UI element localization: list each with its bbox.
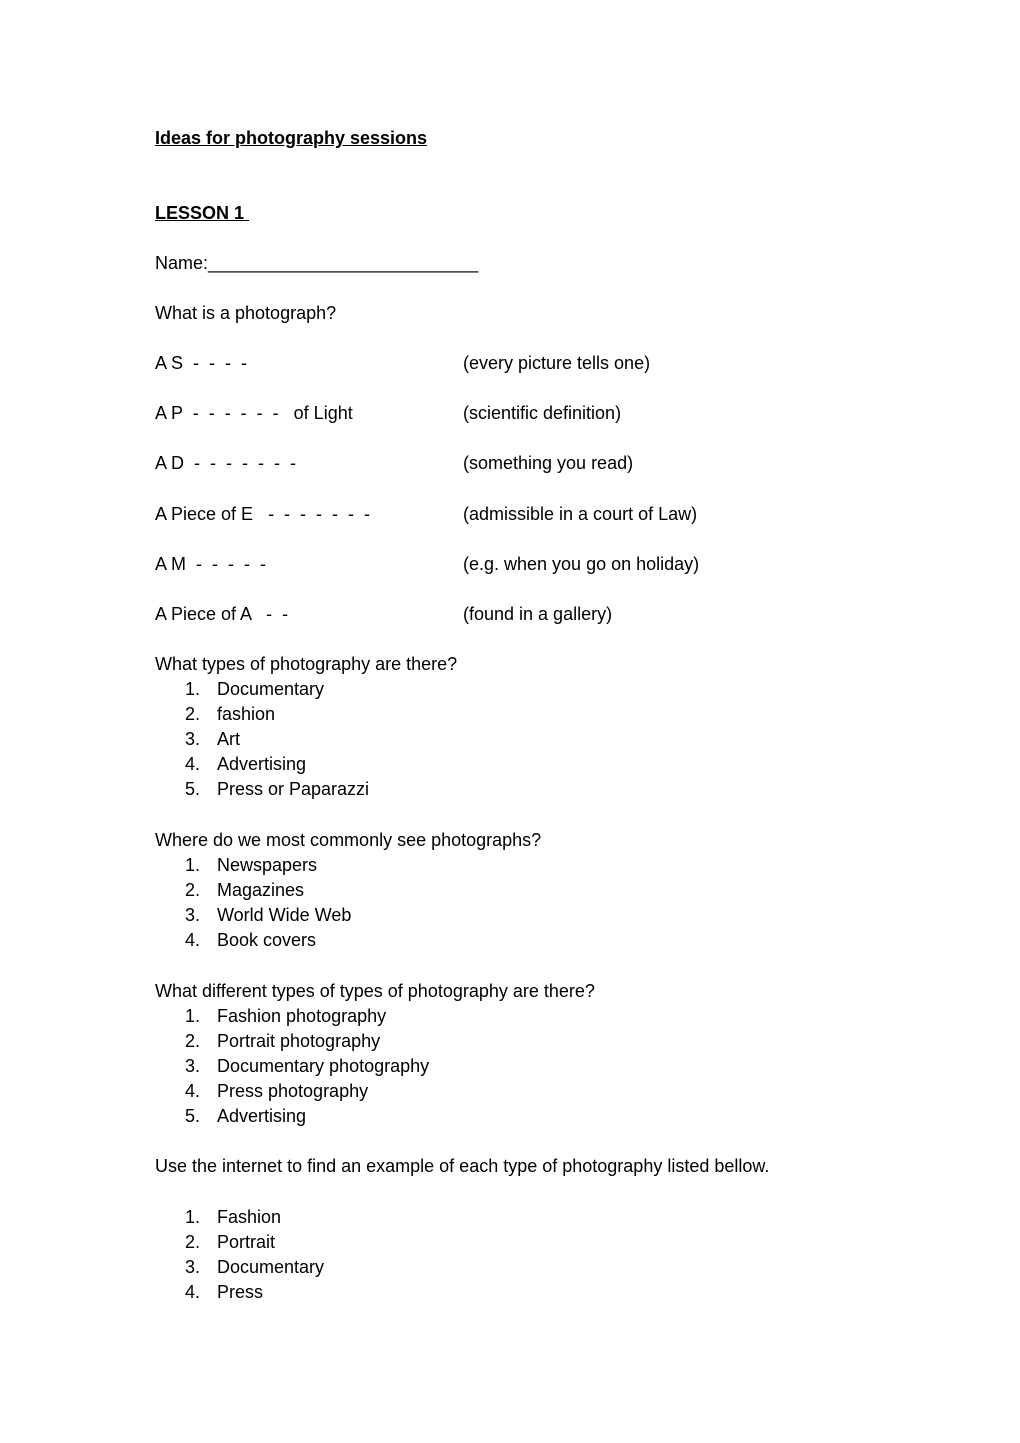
- list-item: Portrait: [217, 1232, 276, 1252]
- definition-hint: (something you read): [463, 453, 634, 473]
- question-what-is-photograph: What is a photograph?: [155, 303, 337, 323]
- list-item: Magazines: [217, 880, 305, 900]
- list-number: 1.: [185, 855, 201, 875]
- list-item: Press: [217, 1282, 264, 1302]
- definition-hint: (scientific definition): [463, 403, 622, 423]
- lesson-heading: LESSON 1: [155, 203, 250, 223]
- list-number: 3.: [185, 1056, 201, 1076]
- definition-left: A P - - - - - - of Light: [155, 403, 353, 423]
- list-number: 3.: [185, 1257, 201, 1277]
- list-number: 2.: [185, 1232, 201, 1252]
- list-number: 5.: [185, 1106, 201, 1126]
- list-number: 4.: [185, 1081, 201, 1101]
- list-number: 3.: [185, 729, 201, 749]
- definition-left: A M - - - - -: [155, 554, 266, 574]
- question-where-see-photographs: Where do we most commonly see photographs?: [155, 830, 542, 850]
- list-number: 2.: [185, 1031, 201, 1051]
- list-number: 1.: [185, 1006, 201, 1026]
- definition-left: A Piece of E - - - - - - -: [155, 504, 371, 524]
- definition-left: A D - - - - - - -: [155, 453, 296, 473]
- list-item: Press photography: [217, 1081, 369, 1101]
- list-item: Portrait photography: [217, 1031, 381, 1051]
- definition-hint: (admissible in a court of Law): [463, 504, 698, 524]
- list-item: Advertising: [217, 1106, 307, 1126]
- list-item: Fashion photography: [217, 1006, 387, 1026]
- list-item: Book covers: [217, 930, 317, 950]
- definition-hint: (every picture tells one): [463, 353, 651, 373]
- list-number: 4.: [185, 754, 201, 774]
- list-number: 1.: [185, 1207, 201, 1227]
- name-field-line: Name:___________________________: [155, 253, 479, 273]
- list-number: 4.: [185, 1282, 201, 1302]
- list-number: 5.: [185, 779, 201, 799]
- definition-hint: (found in a gallery): [463, 604, 613, 624]
- question-types-of-photography: What types of photography are there?: [155, 654, 458, 674]
- list-item: Newspapers: [217, 855, 318, 875]
- list-item: Documentary photography: [217, 1056, 430, 1076]
- instruction-use-internet: Use the internet to find an example of each type of photography listed bellow.: [155, 1156, 770, 1176]
- list-number: 4.: [185, 930, 201, 950]
- list-item: World Wide Web: [217, 905, 352, 925]
- list-item: Press or Paparazzi: [217, 779, 370, 799]
- list-item: Documentary: [217, 1257, 325, 1277]
- definition-left: A S - - - -: [155, 353, 248, 373]
- list-number: 2.: [185, 880, 201, 900]
- list-item: fashion: [217, 704, 276, 724]
- definition-hint: (e.g. when you go on holiday): [463, 554, 700, 574]
- list-item: Advertising: [217, 754, 307, 774]
- list-item: Documentary: [217, 679, 325, 699]
- list-number: 3.: [185, 905, 201, 925]
- document-title: Ideas for photography sessions: [155, 128, 428, 148]
- list-item: Art: [217, 729, 241, 749]
- question-different-types: What different types of types of photography are there?: [155, 981, 595, 1001]
- list-number: 1.: [185, 679, 201, 699]
- list-number: 2.: [185, 704, 201, 724]
- list-item: Fashion: [217, 1207, 282, 1227]
- definition-left: A Piece of A - -: [155, 604, 289, 624]
